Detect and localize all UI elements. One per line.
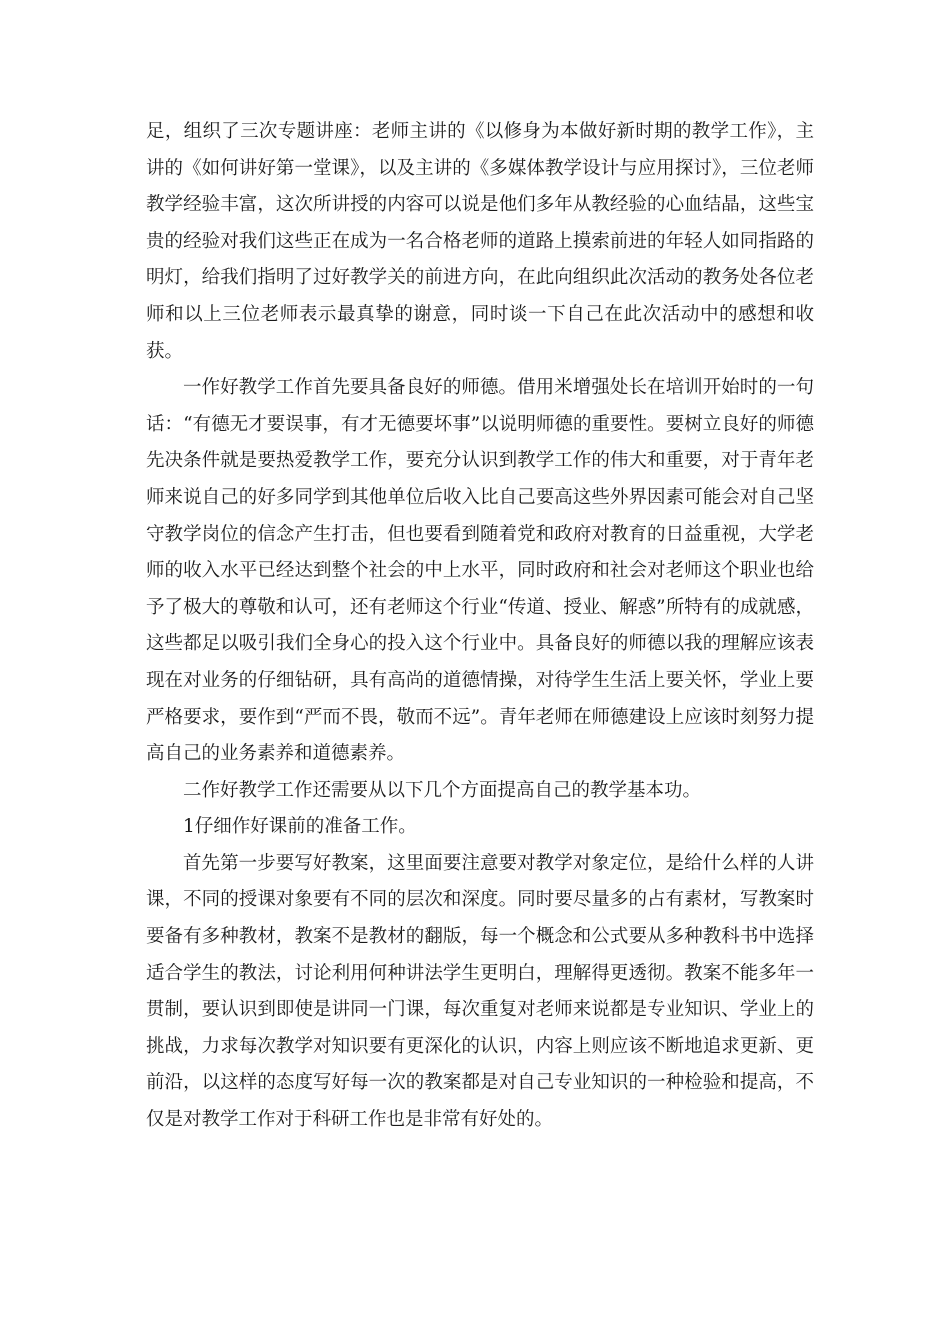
paragraph-teaching-skills-heading: 二作好教学工作还需要从以下几个方面提高自己的教学基本功。 xyxy=(183,779,702,801)
paragraph-preparation-heading: 1仔细作好课前的准备工作。 xyxy=(183,816,417,838)
document-body xyxy=(146,114,814,1139)
paragraph-intro-continued: 足，组织了三次专题讲座：老师主讲的《以修身为本做好新时期的教学工作》，主讲的《如何讲好第一堂课》，以及主讲的《多媒体教学设计与应用探讨》，三位老师教学经验丰富，这次所讲授的内容可以说是他们多年从教经验的心血结晶，这些宝贵的经验对我们这些正在成为一名合格老师的道路上摸索前进的年轻人如同指路的明灯，给我们指明了过好教学关的前进方向，在此向组织此次活动的教务处各位老师和以上三位老师表示最真挚的谢意，同时谈一下自己在此次活动中的感想和收获。 xyxy=(146,121,814,362)
paragraph-lesson-plan: 首先第一步要写好教案，这里面要注意要对教学对象定位，是给什么样的人讲课，不同的授课对象要有不同的层次和深度。同时要尽量多的占有素材，写教案时要备有多种教材，教案不是教材的翻版，每一个概念和公式要从多种教科书中选择适合学生的教法，讨论利用何种讲法学生更明白，理解得更透彻。教案不能多年一贯制，要认识到即使是讲同一门课，每次重复对老师来说都是专业知识、学业上的挑战，力求每次教学对知识要有更深化的认识，内容上则应该不断地追求更新、更前沿，以这样的态度写好每一次的教案都是对自己专业知识的一种检验和提高，不仅是对教学工作对于科研工作也是非常有好处的。 xyxy=(146,852,814,1131)
paragraph-teacher-ethics: 一作好教学工作首先要具备良好的师德。借用米增强处长在培训开始时的一句话：“有德无才要误事，有才无德要坏事”以说明师德的重要性。要树立良好的师德先决条件就是要热爱教学工作，要充分认识到教学工作的伟大和重要，对于青年老师来说自己的好多同学到其他单位后收入比自己要高这些外界因素可能会对自己坚守教学岗位的信念产生打击，但也要看到随着党和政府对教育的日益重视，大学老师的收入水平已经达到整个社会的中上水平，同时政府和社会对老师这个职业也给予了极大的尊敬和认可，还有老师这个行业“传道、授业、解惑”所特有的成就感，这些都足以吸引我们全身心的投入这个行业中。具备良好的师德以我的理解应该表现在对业务的仔细钻研，具有高尚的道德情操，对待学生生活上要关怀，学业上要严格要求，要作到“严而不畏，敬而不远”。青年老师在师德建设上应该时刻努力提高自己的业务素养和道德素养。 xyxy=(146,377,814,765)
